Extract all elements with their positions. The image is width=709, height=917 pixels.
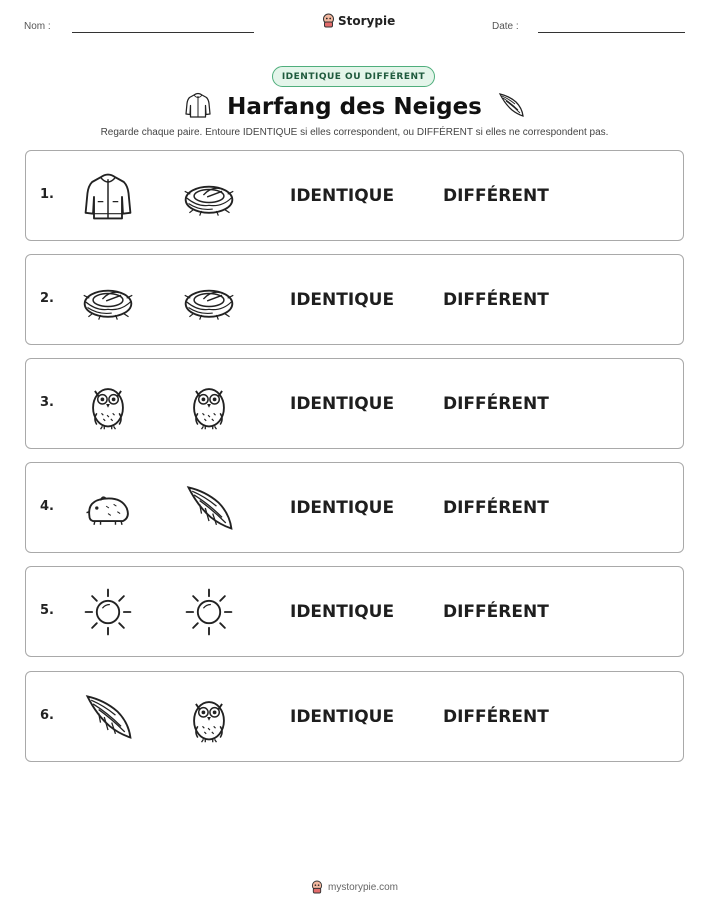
title-row <box>0 88 709 126</box>
option-identique[interactable]: IDENTIQUE <box>290 290 395 310</box>
brand-name: Storypie <box>338 13 396 28</box>
storypie-mascot-icon <box>311 880 323 894</box>
sun-icon <box>181 584 237 640</box>
row-number: 1. <box>40 187 54 202</box>
option-identique[interactable]: IDENTIQUE <box>290 707 395 727</box>
row-number: 6. <box>40 708 54 723</box>
name-label: Nom : <box>24 21 51 32</box>
name-field-line[interactable] <box>72 32 254 33</box>
nest-icon <box>181 168 237 224</box>
option-identique[interactable]: IDENTIQUE <box>290 498 395 518</box>
option-different[interactable]: DIFFÉRENT <box>443 707 549 727</box>
date-field-line[interactable] <box>538 32 685 33</box>
row-number: 3. <box>40 395 54 410</box>
option-different[interactable]: DIFFÉRENT <box>443 186 549 206</box>
pair-row <box>25 462 684 553</box>
owl-icon <box>181 376 237 432</box>
option-different[interactable]: DIFFÉRENT <box>443 498 549 518</box>
option-different[interactable]: DIFFÉRENT <box>443 394 549 414</box>
instructions: Regarde chaque paire. Entoure IDENTIQUE si elles correspondent, ou DIFFÉRENT si elles ne correspondent pas. <box>100 127 609 138</box>
pair-row <box>25 150 684 241</box>
pair-row <box>25 358 684 449</box>
owl-icon <box>181 689 237 745</box>
footer <box>0 880 709 894</box>
lemming-icon <box>80 480 136 536</box>
wing-icon <box>181 480 237 536</box>
worksheet-type-badge: IDENTIQUE OU DIFFÉRENT <box>272 66 435 87</box>
option-different[interactable]: DIFFÉRENT <box>443 602 549 622</box>
date-label: Date : <box>492 21 519 32</box>
option-identique[interactable]: IDENTIQUE <box>290 602 395 622</box>
jacket-icon <box>183 90 213 124</box>
sun-icon <box>80 584 136 640</box>
option-different[interactable]: DIFFÉRENT <box>443 290 549 310</box>
wing-icon <box>80 689 136 745</box>
brand-logo <box>322 13 395 28</box>
storypie-mascot-icon <box>322 13 335 28</box>
owl-icon <box>80 376 136 432</box>
footer-url: mystorypie.com <box>327 881 398 893</box>
page-title: Harfang des Neiges <box>227 94 482 120</box>
row-number: 2. <box>40 291 54 306</box>
row-number: 4. <box>40 499 54 514</box>
pair-row <box>25 566 684 657</box>
option-identique[interactable]: IDENTIQUE <box>290 394 395 414</box>
pair-row <box>25 671 684 762</box>
row-number: 5. <box>40 603 54 618</box>
pair-row <box>25 254 684 345</box>
nest-icon <box>80 272 136 328</box>
wing-icon <box>496 90 526 124</box>
nest-icon <box>181 272 237 328</box>
option-identique[interactable]: IDENTIQUE <box>290 186 395 206</box>
jacket-icon <box>80 168 136 224</box>
